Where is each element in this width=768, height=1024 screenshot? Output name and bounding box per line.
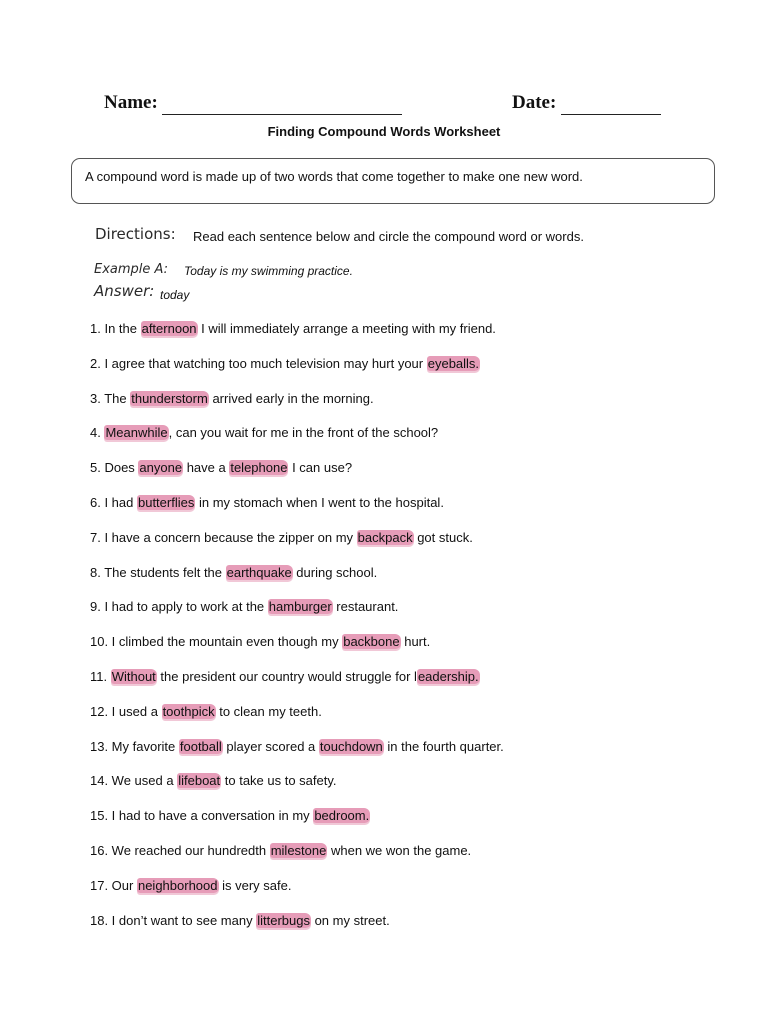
question-1 <box>90 321 496 336</box>
sentence-text: 10. I climbed the mountain even though my <box>90 634 343 650</box>
sentence-text: 5. Does <box>90 460 139 476</box>
directions-text: Read each sentence below and circle the compound word or words. <box>193 229 584 244</box>
definition-text: A compound word is made up of two words that come together to make one new word. <box>85 169 583 184</box>
question-17 <box>90 878 291 893</box>
highlighted-compound-word[interactable]: telephone <box>230 460 288 476</box>
highlighted-compound-word[interactable]: hamburger <box>268 599 332 615</box>
sentence-text: 6. I had <box>90 495 137 510</box>
question-14 <box>90 773 337 788</box>
answer-label: Answer: <box>94 282 155 300</box>
example-label: Example A: <box>94 262 169 277</box>
question-4 <box>90 425 438 440</box>
definition-box <box>71 158 715 204</box>
sentence-text: in the fourth quarter. <box>383 738 504 754</box>
highlighted-compound-word[interactable]: eadership. <box>417 669 479 684</box>
sentence-text: the president our country would struggle for l <box>156 669 417 684</box>
highlighted-compound-word[interactable]: touchdown <box>319 738 383 754</box>
sentence-text: got stuck. <box>413 529 473 545</box>
question-7 <box>90 530 473 545</box>
question-11 <box>90 669 480 684</box>
sentence-text: restaurant. <box>332 599 399 615</box>
sentence-text: I will immediately arrange a meeting with my friend. <box>197 321 496 336</box>
highlighted-compound-word[interactable]: bedroom. <box>314 808 370 824</box>
question-9 <box>90 599 398 614</box>
highlighted-compound-word[interactable]: Without <box>111 669 156 684</box>
date-label: Date: <box>512 92 557 113</box>
highlighted-compound-word[interactable]: milestone <box>270 843 327 858</box>
sentence-text: 9. I had to apply to work at the <box>90 599 268 615</box>
highlighted-compound-word[interactable]: lifeboat <box>178 773 221 789</box>
highlighted-compound-word[interactable]: neighborhood <box>137 877 218 893</box>
answer-text: today <box>160 288 190 302</box>
question-6 <box>90 495 444 510</box>
sentence-text: 13. My favorite <box>90 738 179 754</box>
highlighted-compound-word[interactable]: football <box>179 738 222 754</box>
highlighted-compound-word[interactable]: thunderstorm <box>131 390 208 406</box>
sentence-text: arrived early in the morning. <box>208 390 374 406</box>
question-12 <box>90 704 322 719</box>
sentence-text: in my stomach when I went to the hospital. <box>195 495 444 510</box>
sentence-text: 3. The <box>90 390 131 406</box>
question-18 <box>90 913 390 928</box>
sentence-text: 11. <box>90 669 111 684</box>
sentence-text: , can you wait for me in the front of the school? <box>168 425 439 441</box>
sentence-text: 18. I don’t want to see many <box>90 912 257 928</box>
highlighted-compound-word[interactable]: earthquake <box>226 564 292 580</box>
question-5 <box>90 460 352 475</box>
highlighted-compound-word[interactable]: Meanwhile <box>105 425 168 441</box>
sentence-text: to clean my teeth. <box>215 703 322 719</box>
sentence-text: is very safe. <box>218 877 292 893</box>
sentence-text: when we won the game. <box>327 843 472 858</box>
highlighted-compound-word[interactable]: litterbugs <box>257 912 310 928</box>
highlighted-compound-word[interactable]: backbone <box>343 634 400 650</box>
date-line[interactable] <box>561 96 661 115</box>
question-10 <box>90 634 430 649</box>
sentence-text: hurt. <box>400 634 431 650</box>
highlighted-compound-word[interactable]: toothpick <box>162 703 215 719</box>
example-text: Today is my swimming practice. <box>184 264 353 278</box>
question-8 <box>90 565 377 580</box>
highlighted-compound-word[interactable]: backpack <box>357 529 413 545</box>
sentence-text: during school. <box>292 564 378 580</box>
sentence-text: 16. We reached our hundredth <box>90 843 270 858</box>
question-13 <box>90 739 504 754</box>
sentence-text: 17. Our <box>90 877 137 893</box>
sentence-text: have a <box>183 460 230 476</box>
question-15 <box>90 808 370 823</box>
directions-label: Directions: <box>95 225 176 243</box>
sentence-text: I can use? <box>288 460 353 476</box>
sentence-text: on my street. <box>310 912 390 928</box>
sentence-text: 12. I used a <box>90 703 162 719</box>
highlighted-compound-word[interactable]: afternoon <box>141 321 197 336</box>
highlighted-compound-word[interactable]: anyone <box>139 460 183 476</box>
name-line[interactable] <box>162 96 402 115</box>
sentence-text: 15. I had to have a conversation in my <box>90 808 314 824</box>
question-2 <box>90 356 480 371</box>
question-3 <box>90 391 374 406</box>
sentence-text: 4. <box>90 425 105 441</box>
sentence-text: 8. The students felt the <box>90 564 226 580</box>
sentence-text: 2. I agree that watching too much television may hurt your <box>90 355 427 371</box>
sentence-text: 14. We used a <box>90 773 178 789</box>
highlighted-compound-word[interactable]: eyeballs. <box>427 355 480 371</box>
question-16 <box>90 843 471 858</box>
highlighted-compound-word[interactable]: butterflies <box>137 495 195 510</box>
name-label: Name: <box>104 92 158 113</box>
worksheet-title: Finding Compound Words Worksheet <box>267 124 501 139</box>
sentence-text: player scored a <box>222 738 319 754</box>
sentence-text: 7. I have a concern because the zipper on my <box>90 529 357 545</box>
sentence-text: to take us to safety. <box>221 773 337 789</box>
sentence-text: 1. In the <box>90 321 141 336</box>
